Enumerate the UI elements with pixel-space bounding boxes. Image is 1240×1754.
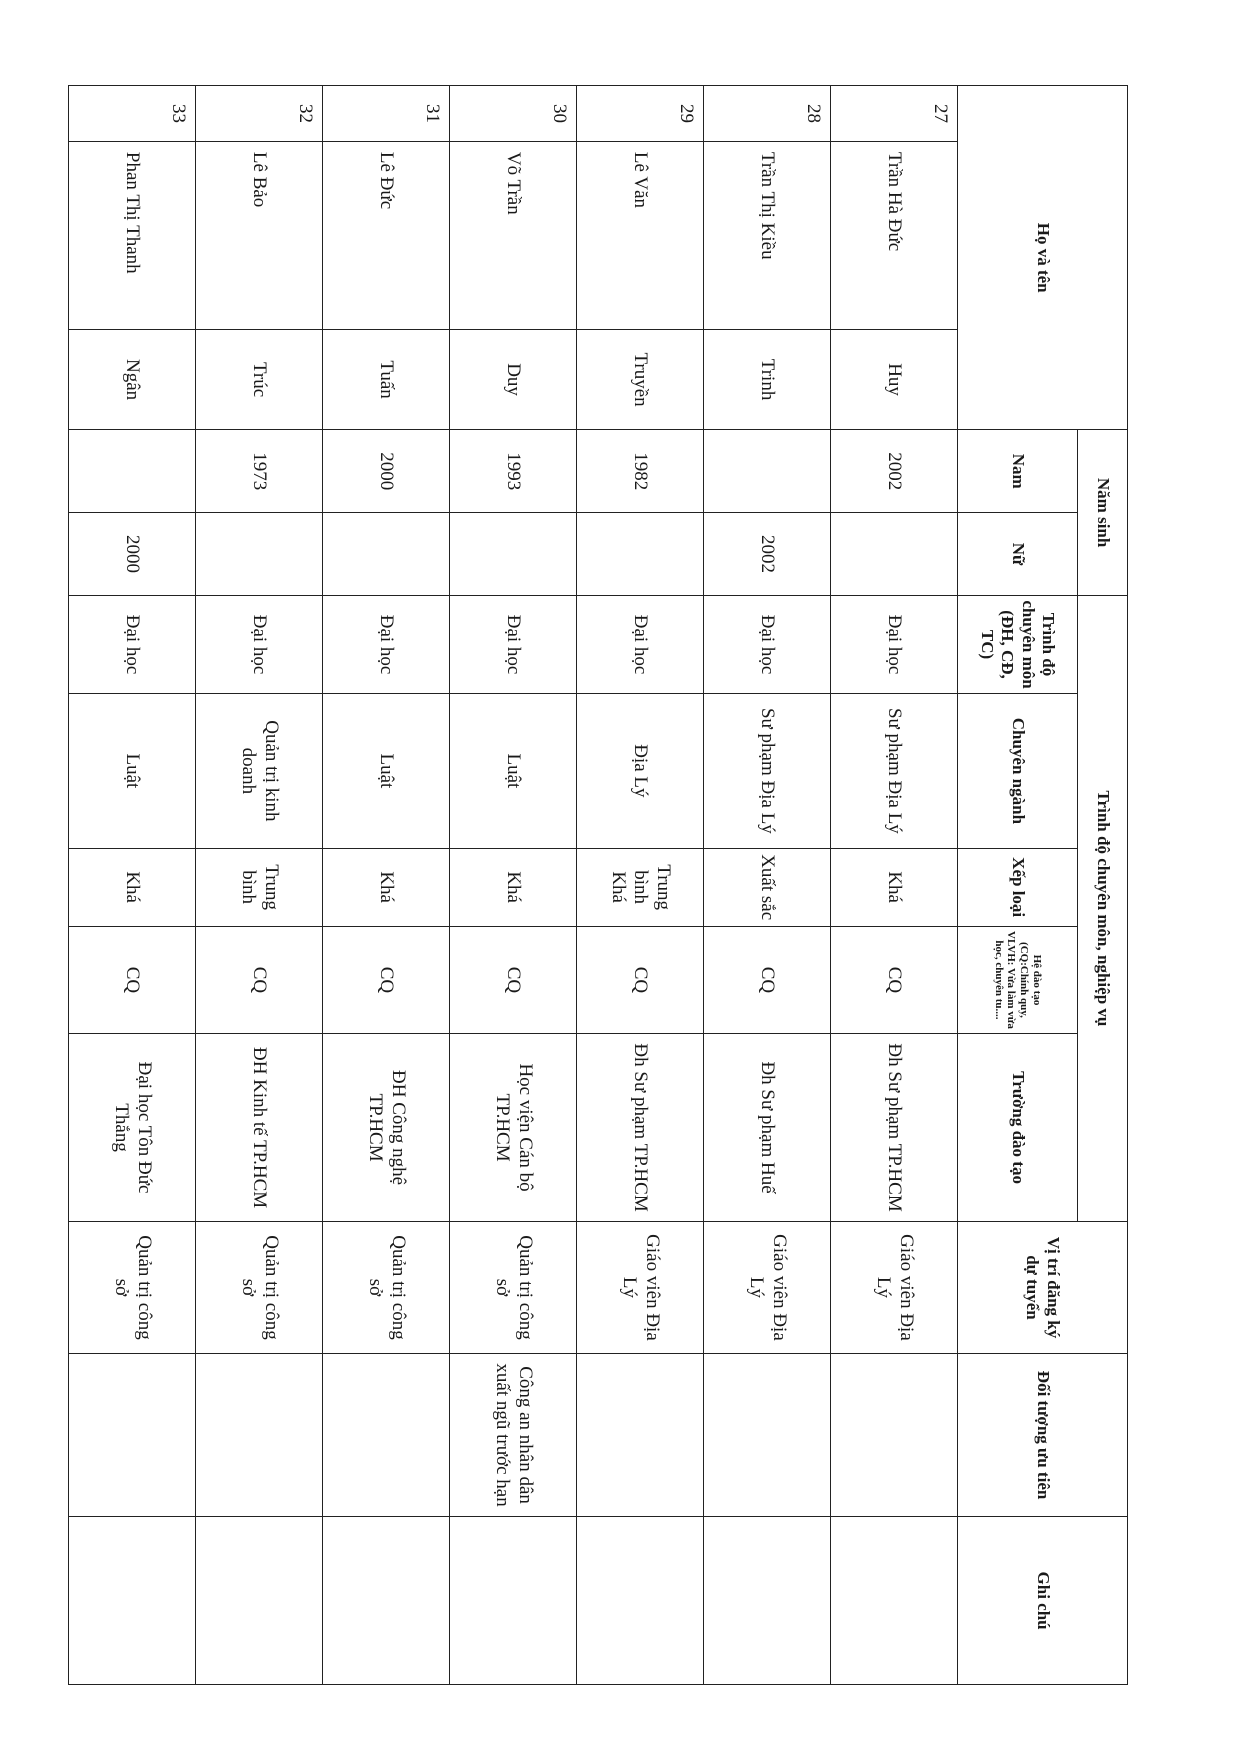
- table-row: [704, 86, 831, 1685]
- cell-trinh-do: Đại học: [69, 595, 196, 693]
- cell-nu: [196, 513, 323, 596]
- cell-trinh-do: Đại học: [577, 595, 704, 693]
- cell-uu-tien: [831, 1353, 958, 1516]
- header-xep-loai: Xếp loại: [958, 848, 1078, 926]
- cell-ho: Trần Hà Đức: [831, 141, 958, 329]
- cell-nu: 2002: [704, 513, 831, 596]
- cell-ten: Duy: [450, 329, 577, 430]
- cell-trinh-do: Đại học: [196, 595, 323, 693]
- header-nam-sinh: Năm sinh: [1078, 430, 1128, 595]
- cell-chuyen-nganh: Sư phạm Địa Lý: [831, 694, 958, 848]
- cell-ghi-chu: [577, 1517, 704, 1685]
- cell-vi-tri: Giáo viên Địa Lý: [831, 1222, 958, 1354]
- cell-truong: Đh Sư phạm Huế: [704, 1034, 831, 1222]
- table-row: [831, 86, 958, 1685]
- cell-he-dao-tao: CQ: [323, 926, 450, 1033]
- cell-ghi-chu: [704, 1517, 831, 1685]
- cell-trinh-do: Đại học: [450, 595, 577, 693]
- cell-ho: Lê Đức: [323, 141, 450, 329]
- header-ghi-chu: Ghi chú: [958, 1517, 1128, 1685]
- table-row: [323, 86, 450, 1685]
- table-row: [450, 86, 577, 1685]
- cell-nam: 2000: [323, 430, 450, 513]
- cell-vi-tri: Giáo viên Địa Lý: [577, 1222, 704, 1354]
- cell-truong: Đh Sư phạm TP.HCM: [831, 1034, 958, 1222]
- cell-nu: [450, 513, 577, 596]
- cell-chuyen-nganh: Luật: [69, 694, 196, 848]
- cell-he-dao-tao: CQ: [704, 926, 831, 1033]
- cell-nu: [577, 513, 704, 596]
- cell-ho: Lê Văn: [577, 141, 704, 329]
- candidate-table: [68, 85, 1128, 1685]
- cell-uu-tien: [704, 1353, 831, 1516]
- cell-ghi-chu: [323, 1517, 450, 1685]
- cell-nam: 1973: [196, 430, 323, 513]
- cell-he-dao-tao: CQ: [450, 926, 577, 1033]
- cell-xep-loai: Khá: [450, 848, 577, 926]
- cell-he-dao-tao: CQ: [196, 926, 323, 1033]
- cell-ho: Lê Bảo: [196, 141, 323, 329]
- cell-ho: Trần Thị Kiều: [704, 141, 831, 329]
- table-row: [577, 86, 704, 1685]
- cell-ghi-chu: [69, 1517, 196, 1685]
- cell-uu-tien: Công an nhân dân xuất ngũ trước hạn: [450, 1353, 577, 1516]
- cell-vi-tri: Quản trị công sở: [323, 1222, 450, 1354]
- cell-ten: Tuấn: [323, 329, 450, 430]
- cell-chuyen-nganh: Luật: [323, 694, 450, 848]
- table-row: [69, 86, 196, 1685]
- cell-uu-tien: [196, 1353, 323, 1516]
- header-ho-va-ten: Họ và tên: [958, 86, 1128, 430]
- cell-trinh-do: Đại học: [704, 595, 831, 693]
- cell-trinh-do: Đại học: [831, 595, 958, 693]
- cell-xep-loai: Trung bình Khá: [577, 848, 704, 926]
- cell-stt: 31: [323, 86, 450, 142]
- cell-nu: [831, 513, 958, 596]
- cell-vi-tri: Quản trị công sở: [450, 1222, 577, 1354]
- table-row: [196, 86, 323, 1685]
- cell-uu-tien: [323, 1353, 450, 1516]
- cell-chuyen-nganh: Luật: [450, 694, 577, 848]
- header-trinh-do-group: Trình độ chuyên môn, nghiệp vụ: [1078, 595, 1128, 1221]
- cell-uu-tien: [577, 1353, 704, 1516]
- cell-chuyen-nganh: Sư phạm Địa Lý: [704, 694, 831, 848]
- cell-ten: Trúc: [196, 329, 323, 430]
- cell-xep-loai: Khá: [323, 848, 450, 926]
- cell-nam: 1993: [450, 430, 577, 513]
- cell-nam: 1982: [577, 430, 704, 513]
- cell-ghi-chu: [831, 1517, 958, 1685]
- cell-xep-loai: Xuất sắc: [704, 848, 831, 926]
- cell-nam: [69, 430, 196, 513]
- cell-stt: 28: [704, 86, 831, 142]
- cell-nam: [704, 430, 831, 513]
- cell-chuyen-nganh: Địa Lý: [577, 694, 704, 848]
- header-nu: Nữ: [958, 513, 1078, 596]
- cell-uu-tien: [69, 1353, 196, 1516]
- rotated-table-sheet: [68, 85, 1128, 1685]
- cell-truong: Đại học Tôn Đức Thắng: [69, 1034, 196, 1222]
- cell-stt: 29: [577, 86, 704, 142]
- cell-ten: Ngân: [69, 329, 196, 430]
- cell-truong: Học viện Cán bộ TP.HCM: [450, 1034, 577, 1222]
- cell-ghi-chu: [450, 1517, 577, 1685]
- cell-vi-tri: Quản trị công sở: [196, 1222, 323, 1354]
- cell-nam: 2002: [831, 430, 958, 513]
- cell-vi-tri: Quản trị công sở: [69, 1222, 196, 1354]
- cell-ghi-chu: [196, 1517, 323, 1685]
- cell-trinh-do: Đại học: [323, 595, 450, 693]
- cell-stt: 32: [196, 86, 323, 142]
- header-vi-tri: Vị trí đăng ký dự tuyển: [958, 1222, 1128, 1354]
- cell-ten: Truyền: [577, 329, 704, 430]
- header-doi-tuong: Đối tượng ưu tiên: [958, 1353, 1128, 1516]
- cell-he-dao-tao: CQ: [577, 926, 704, 1033]
- cell-ten: Huy: [831, 329, 958, 430]
- header-truong-dao-tao: Trường đào tạo: [958, 1034, 1078, 1222]
- cell-truong: Đh Sư phạm TP.HCM: [577, 1034, 704, 1222]
- header-he-dao-tao: Hệ đào tạo (CQ:Chính quy, VLVH: Vừa làm vừa học, chuyên tu....: [958, 926, 1078, 1033]
- cell-nu: 2000: [69, 513, 196, 596]
- cell-stt: 33: [69, 86, 196, 142]
- header-trinh-do: Trình độ chuyên môn (ĐH, CĐ, TC): [958, 595, 1078, 693]
- cell-stt: 30: [450, 86, 577, 142]
- cell-xep-loai: Khá: [69, 848, 196, 926]
- cell-chuyen-nganh: Quản trị kinh doanh: [196, 694, 323, 848]
- header-nam: Nam: [958, 430, 1078, 513]
- header-chuyen-nganh: Chuyên ngành: [958, 694, 1078, 848]
- cell-ten: Trinh: [704, 329, 831, 430]
- cell-stt: 27: [831, 86, 958, 142]
- cell-truong: ĐH Kinh tế TP.HCM: [196, 1034, 323, 1222]
- cell-truong: ĐH Công nghệ TP.HCM: [323, 1034, 450, 1222]
- cell-xep-loai: Trung bình: [196, 848, 323, 926]
- cell-ho: Phan Thị Thanh: [69, 141, 196, 329]
- cell-ho: Võ Trần: [450, 141, 577, 329]
- cell-he-dao-tao: CQ: [69, 926, 196, 1033]
- cell-xep-loai: Khá: [831, 848, 958, 926]
- cell-vi-tri: Giáo viên Địa Lý: [704, 1222, 831, 1354]
- cell-he-dao-tao: CQ: [831, 926, 958, 1033]
- cell-nu: [323, 513, 450, 596]
